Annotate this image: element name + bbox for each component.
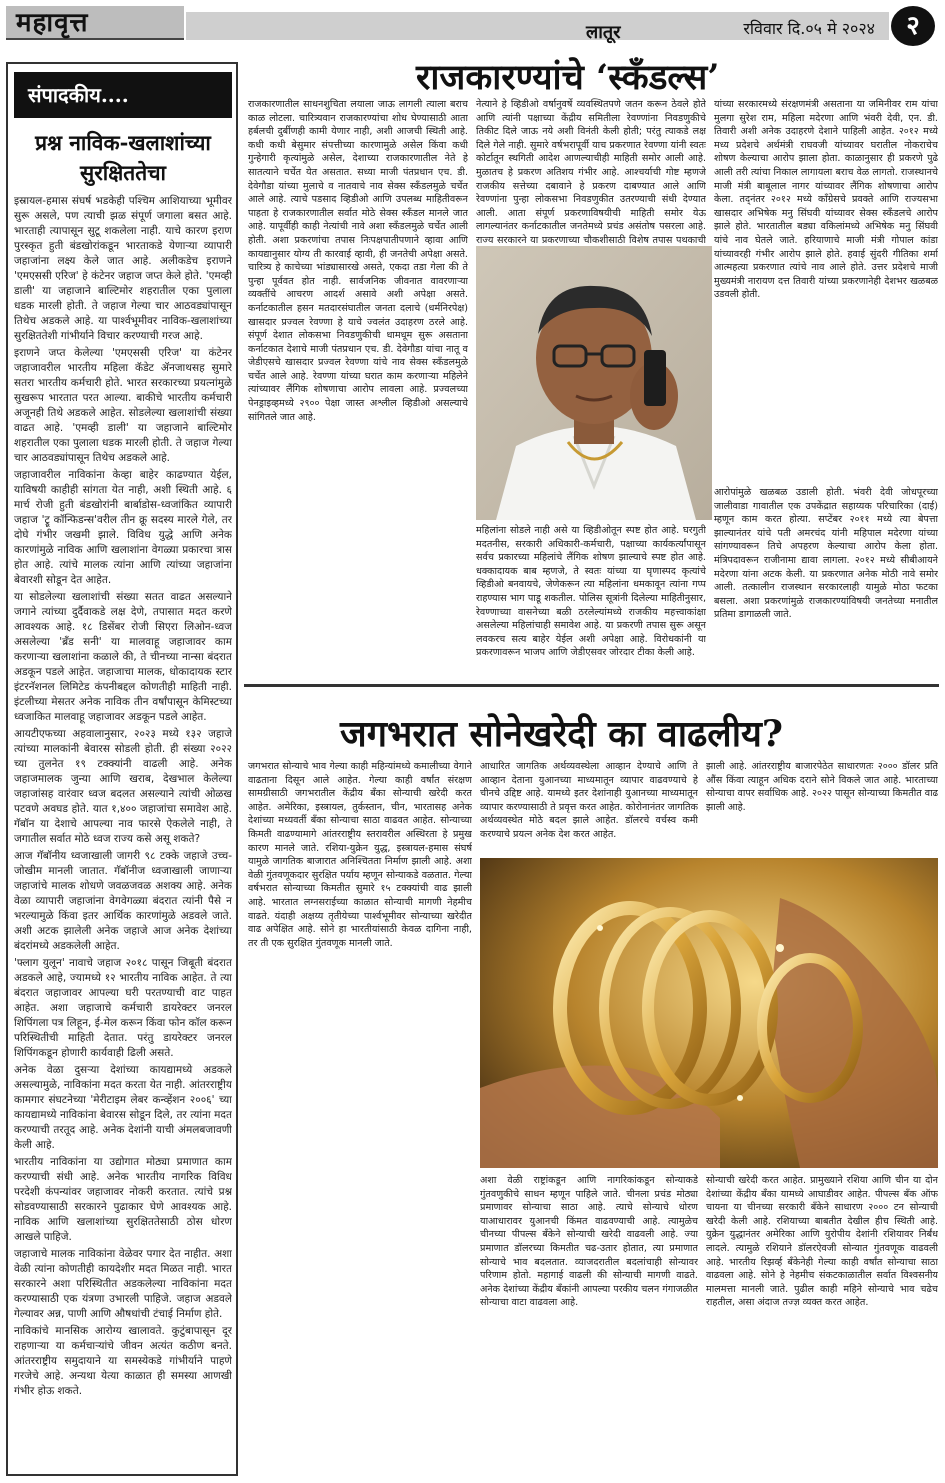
article-top-column-5: आरोपांमुळे खळबळ उडाली होती. भंवरी देवी जोधपूरच्या जालीवाडा गावातील एक उपकेंद्रात सहाय्यक परिचारिका (दाई) म्हणून काम करत होत्या. सप्टेंबर २०११ मध्ये त्या बेपत्ता झाल्यानंतर यांचे पती अमरचंद यांनी महिपाल मदेरणा यांच्या सांगण्यावरून तिचे अपहरण केल्याचा आरोप केला होता. मंत्रिपदावरून राजीनामा द्यावा लागला. २०१२ मध्ये सीबीआयने मदेरणा यांना अटक केली. या प्रकरणात अनेक मोठी नावे समोर आली. तत्कालीन राजस्थान सरकारलाही यामुळे मोठा फटका बसला. अशा प्रकरणांमुळे राजकारण्यांविषयी जनतेच्या मनातील प्रतिमा डागाळली जाते.	[714, 487, 938, 621]
issue-date: रविवार दि.०५ मे २०२४	[743, 19, 875, 38]
editorial-column	[6, 62, 238, 1476]
editorial-paragraph: नाविकांचे मानसिक आरोग्य खालावते. कुटुंबापासून दूर राहणाऱ्या या कर्मचाऱ्यांचे जीवन अत्यंत कठीण बनते. आंतरराष्ट्रीय समुदायाने या समस्येकडे गांभीर्याने पाहणे गरजेचे आहे. अन्यथा येत्या काळात ही समस्या आणखी गंभीर होऊ शकते.	[14, 1325, 232, 1397]
masthead	[6, 6, 939, 46]
section-banner	[6, 6, 184, 40]
edition-city: लातूर	[586, 22, 621, 43]
politician-photo	[476, 246, 712, 520]
editorial-paragraph: जहाजावरील नाविकांना केव्हा बाहेर काढण्यात येईल, याविषयी काहीही सांगता येत नाही, अशी स्थिती आहे. ६ मार्च रोजी हुती बंडखोरांनी बार्बाडोस-ध्वजांकित व्यापारी जहाज 'ट्रू कॉन्फिडन्स'वरील तीन क्रू सदस्य मारले गेले, तर दोघे गंभीर जखमी झाले. विविध युद्धे आणि अनेक कारणांमुळे नाविक आणि खलाशांना वेगळ्या प्रकारचा त्रास होत आहे. त्यांचे मालक त्यांना आणि त्यांच्या जहाजांना बेवारशी सोडून देत आहेत.	[14, 469, 232, 586]
article-top-column-2: नेत्याने हे व्हिडीओ वर्षानुवर्षे व्यवस्थितपणे जतन करून ठेवले होते आणि त्यांनी पक्षाच्या केंद्रीय समितीला रेवण्णांना निवडणुकीचे तिकीट दिले जाऊ नये अशी विनंती केली होती; परंतु त्याकडे लक्ष दिले गेले नाही. सुमारे वर्षभरापूर्वी याच प्रकरणात रेवण्णा यांनी स्वतः कोर्टातून स्थगिती आदेश आणल्याचीही माहिती समोर आली आहे. मुळातच हे प्रकरण अतिशय गंभीर आहे. आश्चर्याची गोष्ट म्हणजे राजकीय सत्तेच्या दबावाने हे प्रकरण दाबण्यात आले आणि रेवण्णांना पुन्हा लोकसभा निवडणुकीत उतरण्याची संधी देण्यात आली. आता संपूर्ण प्रकरणाविषयीची माहिती समोर येऊ लागल्यानंतर कर्नाटकातील जनतेमध्ये प्रचंड असंतोष पसरला आहे. राज्य सरकारने या प्रकरणाच्या चौकशीसाठी विशेष तपास पथकाची	[476, 99, 706, 246]
editorial-title: प्रश्न नाविक-खलाशांच्या सुरक्षिततेचा	[35, 130, 211, 185]
article-bottom-column-1: जगभरात सोन्याचे भाव गेल्या काही महिन्यांमध्ये कमालीच्या वेगाने वाढताना दिसून आले आहेत. गेल्या काही वर्षांत संरक्षण सामग्रीसाठी जगभरातील केंद्रीय बँका सोन्याची खरेदी करत आहेत. अमेरिका, इस्त्रायल, तुर्कस्तान, चीन, भारतासह अनेक देशांच्या मध्यवर्ती बँका सोन्याचा साठा वाढवत आहेत. सोन्याच्या किमती वाढण्यामागे आंतरराष्ट्रीय स्तरावरील अस्थिरता हे प्रमुख कारण मानले जाते. रशिया-युक्रेन युद्ध, इस्त्रायल-हमास संघर्ष यामुळे जागतिक बाजारात अनिश्चितता निर्माण झाली आहे. अशा वेळी गुंतवणूकदार सुरक्षित पर्याय म्हणून सोन्याकडे वळतात. गेल्या वर्षभरात सोन्याच्या किमतीत सुमारे १५ टक्क्यांची वाढ झाली आहे. भारतात लग्नसराईच्या काळात सोन्याची मागणी नेहमीच वाढते. यंदाही अक्षय्य तृतीयेच्या पार्श्वभूमीवर सोन्याच्या खरेदीत वाढ अपेक्षित आहे. सोने हा भारतीयांसाठी केवळ दागिना नाही, तर ती एक सुरक्षित गुंतवणूक मानली जाते.	[248, 761, 472, 949]
gold-bangles-illustration	[480, 858, 938, 1168]
editorial-paragraph: इस्रायल-हमास संघर्ष भडकेही पश्चिम आशियाच्या भूमीवर सुरू असले, पण त्याची झळ संपूर्ण जगाला बसत आहे. भारताही त्यापासून सुटू शकलेला नाही. याचे कारण इराण पुरस्कृत हुती बंडखोरांकडून भारताकडे येणाऱ्या व्यापारी जहाजांना लक्ष्य केले जात आहे. अलीकडेच इराणने 'एमएससी एरिज' हे कंटेनर जहाज जप्त केले होते. 'एमव्ही डाली' या जहाजाने बाल्टिमोर शहरातील एका पुलाला धडक मारली होती. ते जहाज गेल्या चार आठवड्यांपासून तिथेच अडकले आहे. या पार्श्वभूमीवर नाविक-खलाशांच्या सुरक्षिततेशी गांभीर्याने विचार करण्याची गरज आहे.	[14, 195, 232, 342]
article-bottom-column-2: आधारित जागतिक अर्थव्यवस्थेला आव्हान देण्याचे आणि ते आव्हान देताना युआनच्या माध्यमातून व्यापार वाढवण्याचे हे चीनचे उद्दिष्ट आहे. यामध्ये इतर देशांनाही युआनच्या माध्यमातून व्यापार करण्यासाठी ते प्रवृत्त करत आहेत. कोरोनानंतर जागतिक अर्थव्यवस्थेत मोठे बदल झाले आहेत. डॉलरचे वर्चस्व कमी करण्याचे प्रयत्न अनेक देश करत आहेत.	[480, 761, 698, 840]
editorial-paragraph: 'फ्लाग युलून' नावाचे जहाज २०१८ पासून जिबूती बंदरात अडकले आहे, ज्यामध्ये १२ भारतीय नाविक आहेत. ते त्या बंदरात जहाजावर आपल्या घरी परतण्याची वाट पाहत आहेत. अशा जहाजाचे कर्मचारी डायरेक्टर जनरल शिपिंगला पत्र लिहून, ई-मेल करून किंवा फोन कॉल करून परिस्थितीची माहिती देतात. परंतु डायरेक्टर जनरल शिपिंगकडून होणारी कार्यवाही ढिली असते.	[14, 957, 232, 1059]
article-bottom-column-3: झाली आहे. आंतरराष्ट्रीय बाजारपेठेत साधारणतः २००० डॉलर प्रति औंस किंवा त्याहून अधिक दराने सोने विकले जात आहे. भारताच्या सोन्याचा वापर सर्वाधिक आहे. २०२२ पासून सोन्याच्या किमतीत वाढ झाली आहे.	[706, 761, 938, 813]
editorial-paragraph: जहाजाचे मालक नाविकांना वेळेवर पगार देत नाहीत. अशा वेळी त्यांना कोणतीही कायदेशीर मदत मिळत नाही. भारत सरकारने अशा परिस्थितीत अडकलेल्या नाविकांना मदत करण्यासाठी एक यंत्रणा उभारली पाहिजे. जहाज अडवले गेल्यावर अन्न, पाणी आणि औषधांची टंचाई निर्माण होते.	[14, 1248, 232, 1320]
article-top-column-3: यांच्या सरकारमध्ये संरक्षणमंत्री असताना या जमिनीवर राम यांचा मुलगा सुरेश राम, महिला मदेरणा आणि भंवरी देवी, एन. डी. तिवारी अशी अनेक उदाहरणे देशाने पाहिली आहेत. २०१२ मध्ये मध्य प्रदेशचे अर्थमंत्री राघवजी यांच्यावर घरातील नोकराचेच शोषण केल्याचा आरोप झाला होता. काळानुसार ही प्रकरणे पुढे आली तरी त्यांचा निकाल लागायला बराच वेळ लागतो. राजस्थानचे माजी मंत्री बाबूलाल नागर यांच्यावर लैंगिक शोषणाचा आरोप केला. तद्नंतर २०१२ मध्ये काँग्रेसचे प्रवक्ते आणि राज्यसभा खासदार अभिषेक मनु सिंघवी यांच्यावर सेक्स स्कँडलचे आरोप झाले होते. भारतातील बड्या वकिलांमध्ये अभिषेक मनु सिंघवी यांचे नाव घेतले जाते. हरियाणाचे माजी मंत्री गोपाल कांडा यांच्यावरही गंभीर आरोप झाले होते. हवाई सुंदरी गीतिका शर्मा आत्महत्या प्रकरणात त्यांचे नाव आले होते. उत्तर प्रदेशचे माजी मुख्यमंत्री नारायण दत्त तिवारी यांच्या प्रकरणानेही देशभर खळबळ उडवली होती.	[714, 99, 938, 301]
page-number: २	[891, 6, 935, 46]
editorial-paragraph: अनेक वेळा दुसऱ्या देशांच्या कायद्यामध्ये अडकले असल्यामुळे, नाविकांना मदत करता येत नाही. आंतरराष्ट्रीय कामगार संघटनेच्या 'मेरीटाइम लेबर कन्व्हेंशन २००६' च्या कायद्यामध्ये नाविकांना बेवारस सोडून दिले, तर त्यांना मदत करण्याची तरतूद आहे. अनेक देशांनी याची अंमलबजावणी केली आहे.	[14, 1064, 232, 1151]
article-bottom-headline: जगभरात सोनेखरेदी का वाढलीय?	[340, 713, 783, 755]
gold-bangles-photo	[480, 858, 938, 1168]
editorial-paragraph: इराणने जप्त केलेल्या 'एमएससी एरिज' या कंटेनर जहाजावरील भारतीय महिला कॅडेट ॲनजाथसह सुमारे सतरा भारतीय कर्मचारी होते. भारत सरकारच्या प्रयत्नांमुळे सुखरूप भारतात परत आल्या. बाकीचे भारतीय कर्मचारी अजूनही तिथे अडकले आहेत. सोडलेल्या खलाशांची संख्या वाढत आहे. 'एमव्ही डाली' या जहाजाने बाल्टिमोर शहरातील एका पुलाला धडक मारली होती. ते जहाज गेल्या चार आठवड्यांपासून तिथेच अडकले आहे.	[14, 347, 232, 464]
editorial-label: संपादकीय....	[14, 72, 232, 118]
article-bottom-column-4: अशा वेळी राष्ट्रांकडून आणि नागरिकांकडून सोन्याकडे गुंतवणुकीचे साधन म्हणून पाहिले जाते. चीनला प्रचंड मोठ्या प्रमाणावर सोन्याचा साठा आहे. त्याचे सोन्याचे धोरण याआधारावर युआनची किंमत वाढवण्याची आहे. त्यामुळेच चीनच्या पीपल्स बँकेने सोन्याची खरेदी वाढवली आहे. ज्या प्रमाणात डॉलरच्या किमतीत चढ-उतार होतात, त्या प्रमाणात सोन्याचे भाव बदलतात. व्याजदरातील बदलांचाही सोन्यावर परिणाम होतो. महागाई वाढली की सोन्याची मागणी वाढते. अनेक देशांच्या केंद्रीय बँकांनी आपल्या परकीय चलन गंगाजळीत सोन्याचा वाटा वाढवला आहे.	[480, 1175, 698, 1309]
politician-illustration	[476, 246, 712, 520]
article-bottom-column-5: सोन्याची खरेदी करत आहेत. प्रामुख्याने रशिया आणि चीन या दोन देशांच्या केंद्रीय बँका यामध्ये आघाडीवर आहेत. पीपल्स बँक ऑफ चायना या चीनच्या सरकारी बँकेने साधारण २००० टन सोन्याची खरेदी केली आहे. रशियाच्या बाबतीत देखील हीच स्थिती आहे. युक्रेन युद्धानंतर अमेरिका आणि युरोपीय देशांनी रशियावर निर्बंध लादले. त्यामुळे रशियाने डॉलरऐवजी सोन्यात गुंतवणूक वाढवली आहे. भारतीय रिझर्व्ह बँकेनेही गेल्या काही वर्षांत सोन्याचा साठा वाढवला आहे. सोने हे नेहमीच संकटकाळातील सर्वात विश्वसनीय मालमत्ता मानली जाते. पुढील काही महिने सोन्याचे भाव चढेच राहतील, असा अंदाज तज्ज्ञ व्यक्त करत आहेत.	[706, 1175, 938, 1309]
article-top-headline: राजकारण्यांचे ‘स्कँडल्स’	[416, 57, 720, 98]
article-top-column-1: राजकारणातील साधनशुचिता लयाला जाऊ लागली त्याला बराच काळ लोटला. चारित्र्यवान राजकारण्यांचा शोध घेण्यासाठी आता हर्बलची दुर्बीणही कामी येणार नाही, अशी आजची स्थिती आहे. कधी कधी बेसुमार संपत्तीच्या कारणामुळे असेल किंवा कधी गुन्हेगारी कृत्यांमुळे असेल, देशाच्या राजकारणातील नेते हे सातत्याने चर्चेत येत असतात. सध्या माजी पंतप्रधान एच. डी. देवेगौडा यांच्या मुलाचे व नातवाचे नाव सेक्स स्कँडलमुळे चर्चेत आले आहे. त्याचे पडसाद व्हिडीओ आणि उपलब्ध माहितीवरून पाहता हे राजकारणातील सर्वात मोठे सेक्स स्कँडल मानले जात आहे. यापूर्वीही काही नेत्यांची नावे अशा स्कँडलमुळे चर्चेत आली होती. अशा प्रकरणांचा तपास निःपक्षपातीपणाने व्हावा आणि कायद्यानुसार योग्य ती कारवाई व्हावी, ही जनतेची अपेक्षा असते. चारित्र्य हे काचेच्या भांड्यासारखे असते, एकदा तडा गेला की ते पुन्हा पूर्ववत होत नाही. सार्वजनिक जीवनात वावरणाऱ्या व्यक्तींचे आचरण आदर्श असावे अशी अपेक्षा असते. कर्नाटकातील हसन मतदारसंघातील जनता दलाचे (धर्मनिरपेक्ष) खासदार प्रज्वल रेवण्णा हे याचे ज्वलंत उदाहरण ठरले आहे. संपूर्ण देशात लोकसभा निवडणुकीची धामधूम सुरू असताना कर्नाटकात देशाचे माजी पंतप्रधान एच. डी. देवेगौडा यांचा नातू व जेडीएसचे खासदार प्रज्वल रेवण्णा यांचे नाव सेक्स स्कँडलमुळे चर्चेत आले आहे. रेवण्णा यांच्या घरात काम करणाऱ्या महिलेने त्यांच्यावर लैंगिक शोषणाचा आरोप लावला आहे. प्रज्वलच्या पेनड्राइव्हमध्ये २९०० पेक्षा जास्त अश्लील व्हिडीओ असल्याचे सांगितले जात आहे.	[248, 99, 468, 423]
editorial-paragraph: आज गॅबॉनीय ध्वजाखाली जागरी ९८ टक्के जहाजे उच्च-जोखीम मानली जातात. गॅबॉनीज ध्वजाखाली जाणाऱ्या जहाजांचे मालक शोधणे जवळजवळ अशक्य आहे. अनेक वेळा व्यापारी जहाजांना वेगवेगळ्या बंदरात त्यांनी पैसे न भरल्यामुळे किंवा इतर आर्थिक कारणांमुळे अडवले जाते. अशी अटक झालेली अनेक जहाजे आज अनेक देशांच्या बंदरांमध्ये अडकलेली आहेत.	[14, 850, 232, 952]
section-title: महावृत्त	[16, 8, 89, 38]
editorial-paragraph: या सोडलेल्या खलाशांची संख्या सतत वाढत असल्याने जगाने त्यांच्या दुर्दैवाकडे लक्ष देणे, तपासात मदत करणे आवश्यक आहे. १८ डिसेंबर रोजी सिएरा लिओन-ध्वज असलेल्या 'ब्रँड सनी' या मालवाहू जहाजावर काम करणाऱ्या खलाशांना कळाले की, ते चीनच्या नान्सा बंदरात अडकून पडले आहेत. जहाजाचा मालक, धोकादायक स्टार इंटरनॅशनल लिमिटेड कंपनीबद्दल कोणतीही माहिती नाही. इंटलीच्या मेसतर अनेक नाविक तीन वर्षांपासून केमिस्टच्या ध्वजाकित मालवाहू जहाजावर अडकून पडले आहेत.	[14, 591, 232, 723]
story-divider	[244, 684, 939, 687]
editorial-body	[14, 194, 232, 1470]
editorial-paragraph: भारतीय नाविकांना या उद्योगात मोठ्या प्रमाणात काम करण्याची संधी आहे. अनेक भारतीय नागरिक विविध परदेशी कंपन्यांवर जहाजावर नोकरी करतात. त्यांचे प्रश्न सोडवण्यासाठी सरकारने पुढाकार घेणे आवश्यक आहे. नाविक आणि खलाशांच्या सुरक्षिततेसाठी ठोस धोरण आखले पाहिजे.	[14, 1156, 232, 1243]
article-top-column-4: महिलांना सोडले नाही असे या व्हिडीओतून स्पष्ट होत आहे. घरगुती मदतनीस, सरकारी अधिकारी-कर्मचारी, पक्षाच्या कार्यकर्त्यांपासून सर्वच प्रकारच्या महिलांचे लैंगिक शोषण झाल्याचे स्पष्ट होत आहे. धक्कादायक बाब म्हणजे, ते स्वतः यांच्या या घृणास्पद कृत्यांचे व्हिडीओ बनवायचे, जेणेकरून त्या महिलांना धमकावून त्यांना गप्प राहण्यास भाग पाडू शकतील. पोलिस सूत्रांनी दिलेल्या माहितीनुसार, रेवण्णाच्या वासनेच्या बळी ठरलेल्यांमध्ये राजकीय महत्त्वाकांक्षा असलेल्या महिलांचाही समावेश आहे. या प्रकरणी तपास सुरू असून लवकरच सत्य बाहेर येईल अशी अपेक्षा आहे. विरोधकांनी या प्रकरणावरून भाजप आणि जेडीएसवर जोरदार टीका केली आहे.	[476, 525, 706, 659]
editorial-paragraph: आयटीएफच्या अहवालानुसार, २०२३ मध्ये १३२ जहाजे त्यांच्या मालकांनी बेवारस सोडली होती. ही संख्या २०२२ च्या तुलनेत १९ टक्क्यांनी वाढली आहे. अनेक जहाजमालक जुन्या आणि खराब, देखभाल केलेल्या जहाजांसह वारंवार ध्वज बदलत असल्याने त्यांची ओळख पटवणे अवघड होते. यात १,४०० जहाजांचा समावेश आहे. गॅबॉन या देशाचे आपल्या नाव फारसे ऐकलेले नाही, ते जगातील सर्वात मोठे ध्वज राज्य कसे असू शकते?	[14, 728, 232, 845]
